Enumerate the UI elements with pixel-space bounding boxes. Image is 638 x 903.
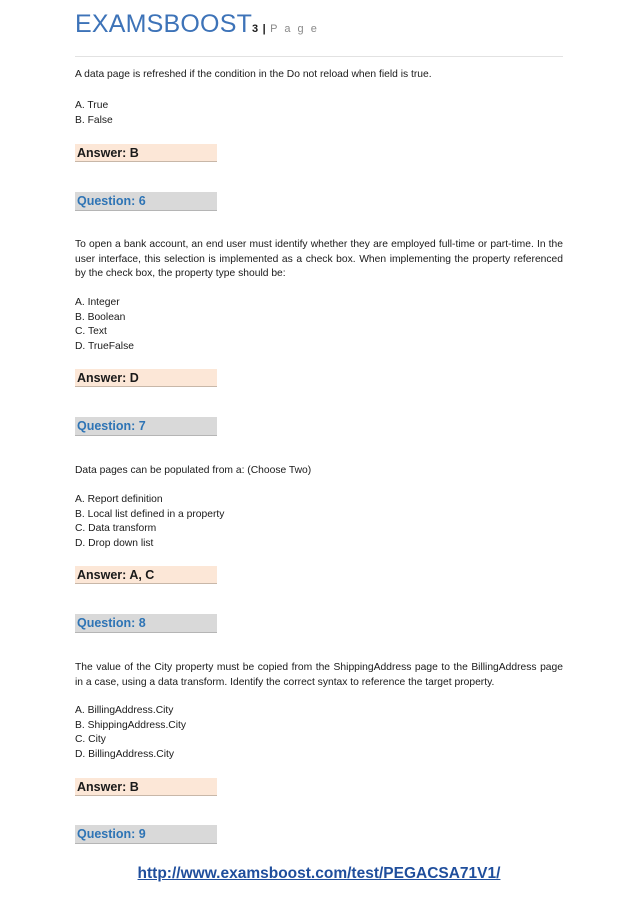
footer-url-link[interactable]: http://www.examsboost.com/test/PEGACSA71V1/ (137, 865, 501, 882)
option-item: B. Boolean (75, 311, 126, 323)
option-item: B. False (75, 114, 113, 126)
option-item: B. ShippingAddress.City (75, 719, 187, 731)
option-item: C. Data transform (75, 523, 157, 534)
question-heading: Question: 7 (75, 417, 217, 436)
option-item: C. City (75, 734, 106, 745)
question-5-body (75, 68, 563, 83)
option-item: D. TrueFalse (75, 340, 134, 352)
option-item: A. Integer (75, 297, 120, 308)
page-separator: | (262, 23, 266, 35)
option-item: D. Drop down list (75, 537, 154, 549)
option-item: A. Report definition (75, 494, 163, 505)
answer-box: Answer: B (75, 778, 217, 796)
option-item: B. Local list defined in a property (75, 508, 225, 520)
header-divider (75, 56, 563, 57)
question-text: The value of the City property must be copied from the ShippingAddress page to the BillingAddress page in a case, using a data transform. Identify the correct syntax to reference the target property. (75, 662, 563, 688)
answer-box: Answer: D (75, 369, 217, 387)
option-item: C. Text (75, 326, 107, 337)
question-heading: Question: 8 (75, 614, 217, 633)
question-7-options (75, 493, 563, 551)
question-6-options (75, 296, 563, 354)
option-item: A. BillingAddress.City (75, 705, 174, 716)
question-text: Data pages can be populated from a: (Choose Two) (75, 465, 312, 476)
option-item: D. BillingAddress.City (75, 748, 174, 760)
question-7-body (75, 464, 563, 479)
brand-logo-text: EXAMSBOOST (75, 10, 253, 38)
question-heading: Question: 6 (75, 192, 217, 211)
question-6-body (75, 238, 563, 282)
page-label: P a g e (270, 23, 319, 35)
question-heading: Question: 9 (75, 825, 217, 844)
answer-box: Answer: A, C (75, 566, 217, 584)
page-number: 3 (252, 23, 259, 35)
question-text: A data page is refreshed if the condition in the Do not reload when field is true. (75, 69, 432, 80)
option-item: A. True (75, 100, 109, 111)
question-8-body (75, 661, 563, 690)
page-header (75, 10, 563, 39)
question-5-options (75, 99, 563, 128)
question-text: To open a bank account, an end user must identify whether they are employed full-time or part-time. In the user interface, this selection is implemented as a check box. When implementing the property referenced by the check box, the property type should be: (75, 239, 563, 279)
answer-box: Answer: B (75, 144, 217, 162)
question-8-options (75, 704, 563, 762)
